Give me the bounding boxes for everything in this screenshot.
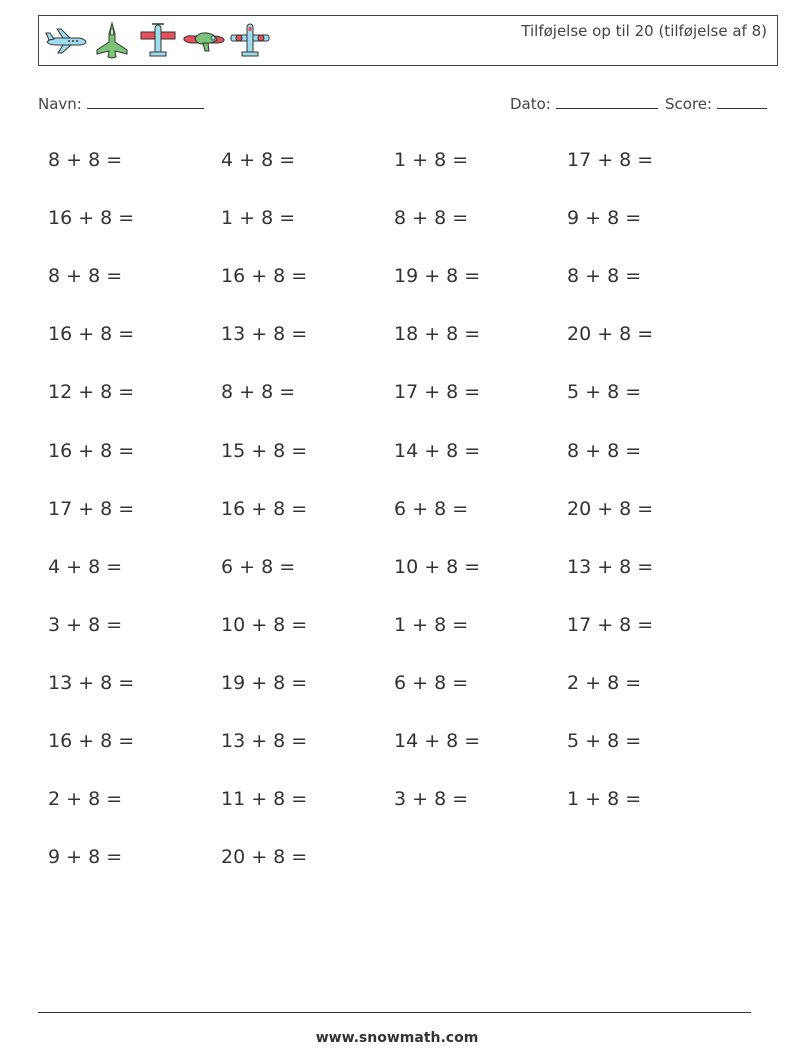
- header-box: [38, 15, 778, 66]
- problem-item: 1 + 8 =: [394, 149, 469, 171]
- problem-item: 1 + 8 =: [221, 207, 296, 229]
- problem-item: 16 + 8 =: [48, 323, 135, 345]
- problem-item: 9 + 8 =: [48, 846, 123, 868]
- problem-item: 17 + 8 =: [567, 614, 654, 636]
- problem-item: 18 + 8 =: [394, 323, 481, 345]
- problem-item: 6 + 8 =: [221, 556, 296, 578]
- name-blank[interactable]: [87, 94, 204, 109]
- airplane-icon: [43, 20, 89, 62]
- problem-item: 15 + 8 =: [221, 440, 308, 462]
- footer-website: www.snowmath.com: [315, 1030, 479, 1046]
- problem-item: 13 + 8 =: [567, 556, 654, 578]
- problem-item: 16 + 8 =: [48, 730, 135, 752]
- problem-item: 2 + 8 =: [48, 788, 123, 810]
- fighter-jet-icon: [89, 20, 135, 62]
- problem-item: 8 + 8 =: [567, 440, 642, 462]
- twin-engine-plane-icon: [227, 20, 273, 62]
- problem-item: 16 + 8 =: [221, 265, 308, 287]
- problem-item: 20 + 8 =: [221, 846, 308, 868]
- problem-item: 6 + 8 =: [394, 498, 469, 520]
- problem-item: 4 + 8 =: [221, 149, 296, 171]
- problem-item: 16 + 8 =: [48, 440, 135, 462]
- name-label: Navn:: [38, 95, 82, 113]
- problem-item: 20 + 8 =: [567, 498, 654, 520]
- problem-item: 13 + 8 =: [221, 730, 308, 752]
- problem-item: 10 + 8 =: [221, 614, 308, 636]
- problem-item: 10 + 8 =: [394, 556, 481, 578]
- problem-item: 3 + 8 =: [394, 788, 469, 810]
- score-blank[interactable]: [717, 94, 767, 109]
- date-label: Dato:: [510, 95, 551, 113]
- problem-item: 20 + 8 =: [567, 323, 654, 345]
- problem-item: 8 + 8 =: [221, 381, 296, 403]
- problem-item: 5 + 8 =: [567, 381, 642, 403]
- problem-item: 16 + 8 =: [48, 207, 135, 229]
- problem-item: 14 + 8 =: [394, 440, 481, 462]
- date-blank[interactable]: [556, 94, 658, 109]
- footer-divider: [38, 1012, 751, 1013]
- problem-item: 1 + 8 =: [394, 614, 469, 636]
- problem-item: 2 + 8 =: [567, 672, 642, 694]
- red-plane-icon: [181, 20, 227, 62]
- problem-item: 9 + 8 =: [567, 207, 642, 229]
- problem-item: 17 + 8 =: [48, 498, 135, 520]
- problem-item: 13 + 8 =: [48, 672, 135, 694]
- score-label: Score:: [665, 95, 713, 113]
- problem-item: 17 + 8 =: [567, 149, 654, 171]
- icon-strip: [43, 20, 273, 62]
- problem-item: 8 + 8 =: [48, 149, 123, 171]
- problem-item: 11 + 8 =: [221, 788, 308, 810]
- problem-item: 8 + 8 =: [567, 265, 642, 287]
- problem-item: 14 + 8 =: [394, 730, 481, 752]
- problem-item: 12 + 8 =: [48, 381, 135, 403]
- problem-item: 16 + 8 =: [221, 498, 308, 520]
- problem-item: 3 + 8 =: [48, 614, 123, 636]
- problem-item: 8 + 8 =: [394, 207, 469, 229]
- problem-item: 4 + 8 =: [48, 556, 123, 578]
- worksheet-title: Tilføjelse op til 20 (tilføjelse af 8): [521, 22, 767, 40]
- date-field: [510, 94, 658, 113]
- problem-item: 5 + 8 =: [567, 730, 642, 752]
- problem-item: 8 + 8 =: [48, 265, 123, 287]
- problem-item: 17 + 8 =: [394, 381, 481, 403]
- problem-item: 13 + 8 =: [221, 323, 308, 345]
- score-field: [665, 94, 767, 113]
- problem-item: 19 + 8 =: [394, 265, 481, 287]
- propeller-plane-icon: [135, 20, 181, 62]
- name-field: [38, 94, 204, 113]
- problem-item: 1 + 8 =: [567, 788, 642, 810]
- problem-item: 19 + 8 =: [221, 672, 308, 694]
- problem-item: 6 + 8 =: [394, 672, 469, 694]
